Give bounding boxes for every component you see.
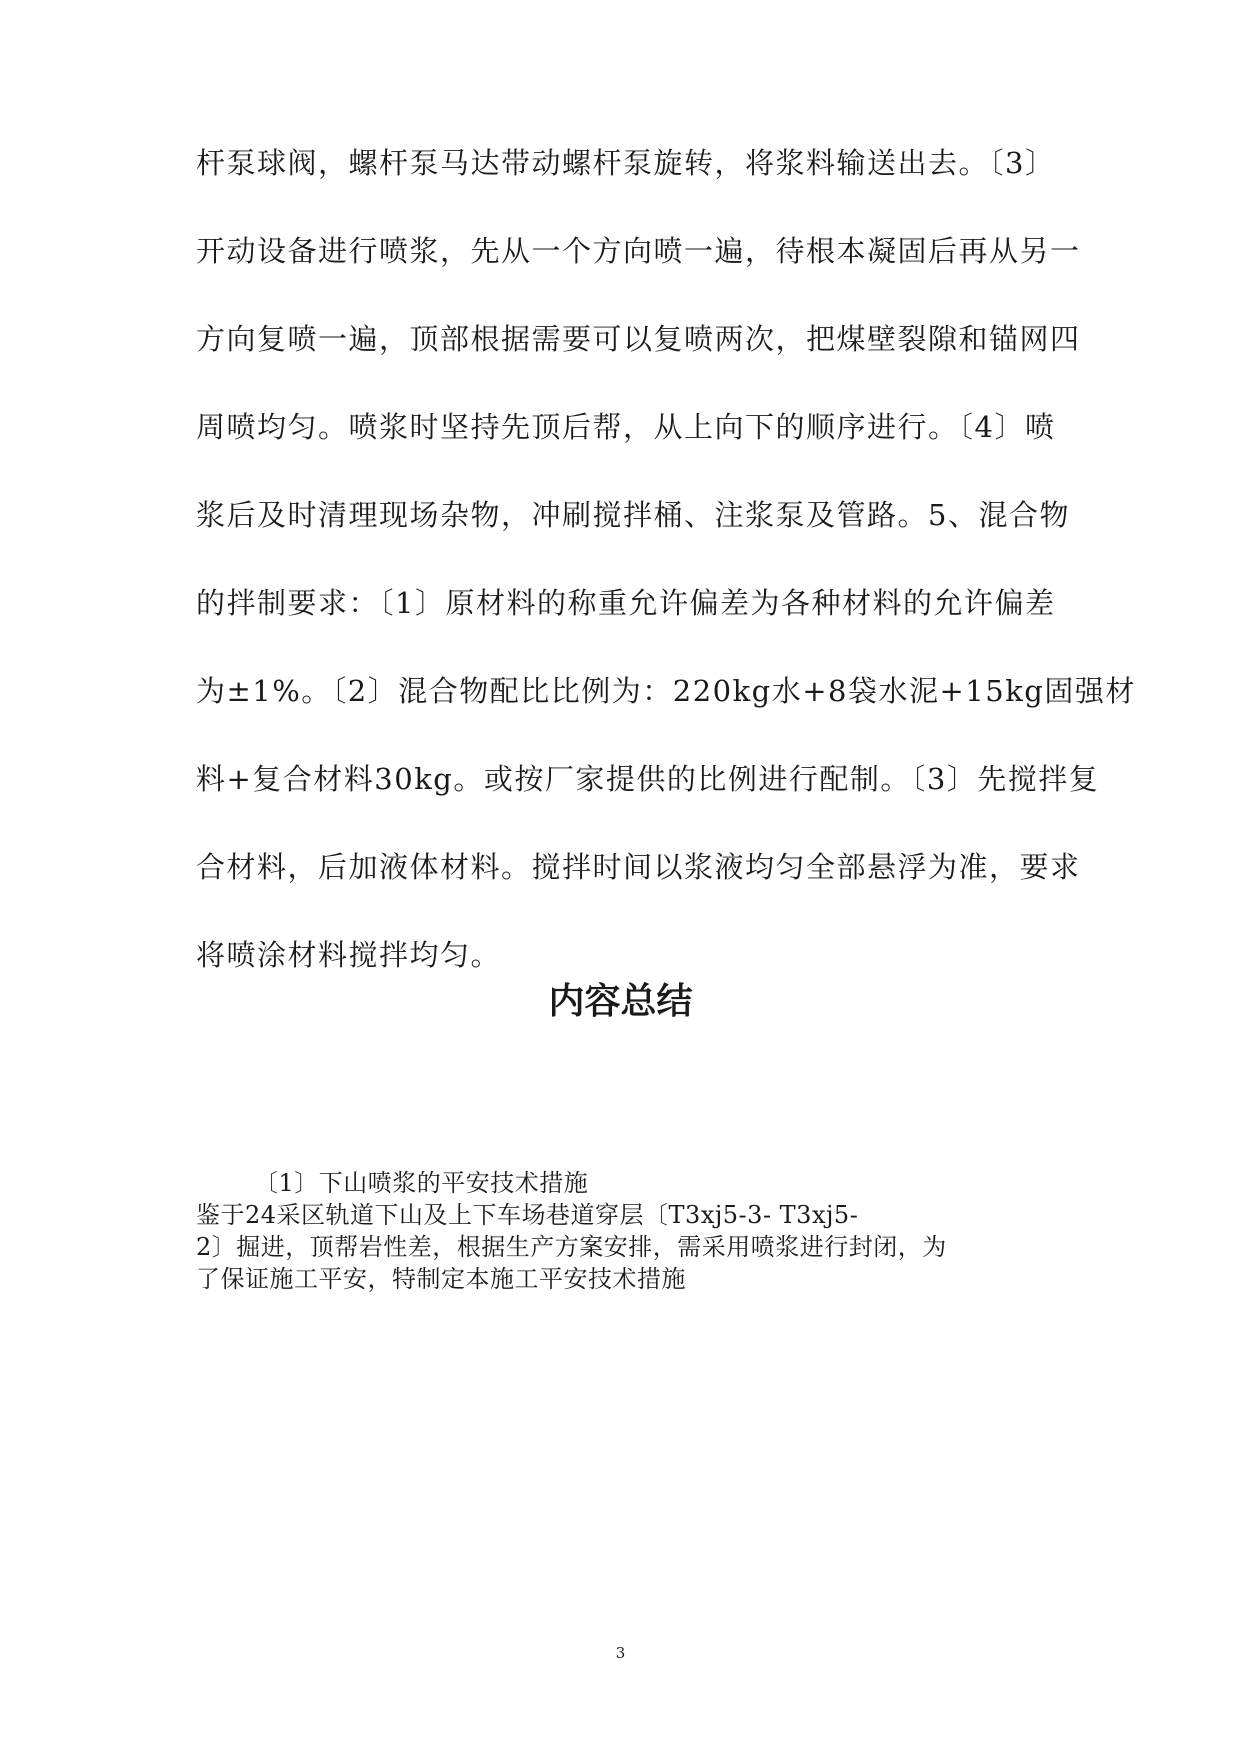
body-text bbox=[196, 146, 1136, 1026]
summary-line: 〔1〕下山喷浆的平安技术措施 bbox=[254, 1169, 589, 1197]
summary-text bbox=[196, 1167, 1056, 1295]
body-line: 的拌制要求：〔1〕原材料的称重允许偏差为各种材料的允许偏差 bbox=[196, 586, 1056, 620]
summary-heading: 内容总结 bbox=[548, 981, 693, 1022]
body-line: 将喷涂材料搅拌均匀。 bbox=[196, 938, 502, 972]
summary-line: 了保证施工平安，特制定本施工平安技术措施 bbox=[196, 1265, 686, 1293]
body-line: 杆泵球阀，螺杆泵马达带动螺杆泵旋转，将浆料输送出去。〔3〕 bbox=[196, 146, 1056, 180]
body-line: 浆后及时清理现场杂物，冲刷搅拌桶、注浆泵及管路。5、混合物 bbox=[196, 498, 1070, 532]
body-line: 为±1%。〔2〕混合物配比比例为：220kg水+8袋水泥+15kg固强材 bbox=[196, 674, 1136, 708]
body-line: 开动设备进行喷浆，先从一个方向喷一遍，待根本凝固后再从另一 bbox=[196, 234, 1081, 268]
body-line: 料+复合材料30kg。或按厂家提供的比例进行配制。〔3〕先搅拌复 bbox=[196, 762, 1100, 796]
summary-line: 2〕掘进，顶帮岩性差，根据生产方案安排，需采用喷浆进行封闭，为 bbox=[196, 1233, 947, 1261]
body-line: 周喷均匀。喷浆时坚持先顶后帮，从上向下的顺序进行。〔4〕喷 bbox=[196, 410, 1056, 444]
page-number: 3 bbox=[615, 1644, 626, 1662]
summary-line: 鉴于24采区轨道下山及上下车场巷道穿层〔T3xj5-3- T3xj5- bbox=[196, 1201, 859, 1229]
body-line: 合材料，后加液体材料。搅拌时间以浆液均匀全部悬浮为准，要求 bbox=[196, 850, 1081, 884]
body-line: 方向复喷一遍，顶部根据需要可以复喷两次，把煤壁裂隙和锚网四 bbox=[196, 322, 1081, 356]
